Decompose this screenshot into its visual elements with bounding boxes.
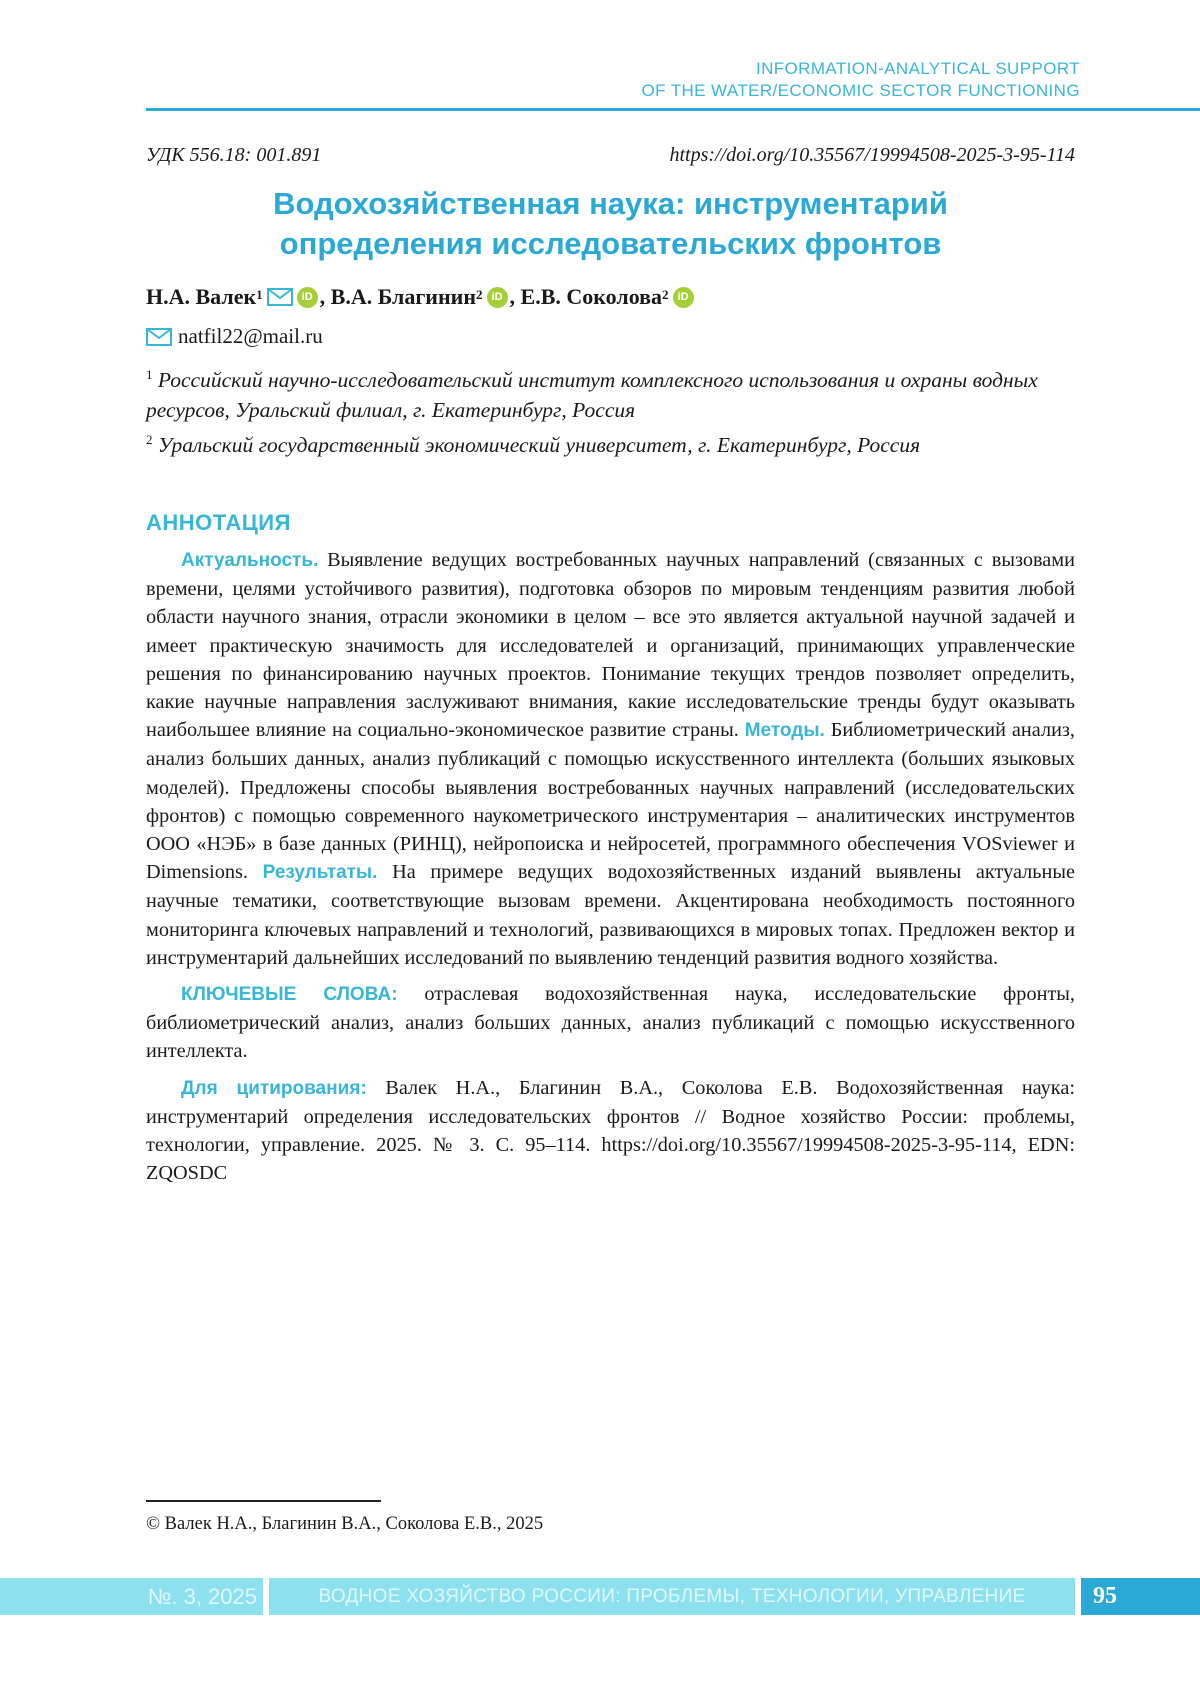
orcid-icon[interactable]: iD xyxy=(487,287,508,308)
footer-issue: №. 3, 2025 xyxy=(0,1578,263,1615)
mail-icon xyxy=(146,328,172,346)
keywords-label: КЛЮЧЕВЫЕ СЛОВА: xyxy=(181,984,398,1006)
doi-link[interactable]: https://doi.org/10.35567/19994508-2025-3-95-114 xyxy=(669,144,1075,166)
affiliation-sup: 1 xyxy=(146,367,153,382)
author-name-3: Е.В. Соколова xyxy=(520,284,663,309)
abstract-heading: АННОТАЦИЯ xyxy=(146,510,291,535)
keywords-text: отраслевая водохозяйственная наука, исследовательские фронты, библиометрический анализ, анализ больших данных, анализ публикаций с помощью искусственного интеллекта. xyxy=(146,983,1076,1063)
citation-paragraph xyxy=(146,1074,1075,1188)
running-head-line2: OF THE WATER/ECONOMIC SECTOR FUNCTIONING xyxy=(641,81,1080,100)
affiliation-sup: 2 xyxy=(146,432,153,448)
footer-journal-title: ВОДНОЕ ХОЗЯЙСТВО РОССИИ: ПРОБЛЕМЫ, ТЕХНОЛОГИИ, УПРАВЛЕНИЕ xyxy=(269,1578,1075,1615)
author-list xyxy=(146,284,696,310)
email-address[interactable]: natfil22@mail.ru xyxy=(178,324,323,348)
affiliation-text: Российский научно-исследовательский институт комплексного использования и охраны водных ресурсов, Уральский филиал, г. Екатеринбург, Россия xyxy=(146,368,1038,423)
affiliation-2 xyxy=(146,425,1075,460)
author-sup-1: 1 xyxy=(256,287,263,302)
author-sup-2: 2 xyxy=(476,287,483,302)
relevance-label: Актуальность. xyxy=(181,550,319,571)
page-footer xyxy=(0,1578,1200,1615)
citation-text: Валек Н.А., Благинин В.А., Соколова Е.В. Водохозяйственная наука: инструментарий определения исследовательских фронтов // Водное хозяйство России: проблемы, технологии, управление. 2025. № 3. С. 95–114. https://doi.org/10.35567/19994508-2025-3-95-114, EDN: ZQOSDC xyxy=(146,1076,1075,1185)
footnote-rule xyxy=(146,1500,381,1502)
results-text: На примере ведущих водохозяйственных изданий выявлены актуальные научные тематики, соответствующие вызовам времени. Акцентирована необходимость постоянного мониторинга ключевых направлений и технологий, развивающихся в мировых топах. Предложен вектор и инструментарий дальнейших исследований по выявлению тенденций развития водного хозяйства. xyxy=(146,861,1075,969)
page-number: 95 xyxy=(1081,1578,1200,1615)
contact-email xyxy=(146,324,323,349)
citation-label: Для цитирования: xyxy=(181,1077,367,1099)
abstract-paragraph xyxy=(146,546,1075,972)
title-line1: Водохозяйственная наука: инструментарий xyxy=(273,186,948,221)
author-sup-3: 2 xyxy=(662,287,669,302)
results-label: Результаты. xyxy=(262,862,378,884)
author-separator: , xyxy=(509,284,516,309)
running-head xyxy=(642,58,1081,102)
author-name-1: Н.А. Валек xyxy=(146,284,257,309)
abstract-body xyxy=(146,546,1075,1195)
running-head-line1: INFORMATION-ANALYTICAL SUPPORT xyxy=(755,59,1080,78)
header-rule xyxy=(146,108,1200,111)
udk-code: УДК 556.18: 001.891 xyxy=(146,144,322,166)
orcid-icon[interactable]: iD xyxy=(673,287,694,308)
title-line2: определения исследовательских фронтов xyxy=(279,226,942,261)
keywords-paragraph xyxy=(146,980,1075,1066)
copyright-notice: © Валек Н.А., Благинин В.А., Соколова Е.В., 2025 xyxy=(146,1514,544,1534)
article-title xyxy=(146,184,1075,264)
methods-text: Библиометрический анализ, анализ больших данных, анализ публикаций с помощью искусственного интеллекта (больших языковых моделей). Предложены способы выявления востребованных научных направлений (исследовательских фронтов) с помощью современного наукометрического инструментария – аналитических инструментов ООО «НЭБ» в базе данных (РИНЦ), нейропоиска и нейросетей, программного обеспечения VOSviewer и Dimensions. xyxy=(146,719,1076,884)
meta-row xyxy=(146,144,1075,167)
affiliation-text: Уральский государственный экономический университет, г. Екатеринбург, Россия xyxy=(157,433,921,458)
affiliations xyxy=(146,360,1075,460)
mail-icon[interactable] xyxy=(267,288,293,306)
orcid-icon[interactable]: iD xyxy=(297,287,318,308)
methods-label: Методы. xyxy=(744,720,825,742)
author-separator: , xyxy=(319,284,326,309)
author-name-2: В.А. Благинин xyxy=(330,284,477,309)
affiliation-1 xyxy=(146,360,1075,425)
relevance-text: Выявление ведущих востребованных научных направлений (связанных с вызовами времени, целями устойчивого развития), подготовка обзоров по мировым тенденциям развития любой области научного знания, отрасли экономики в целом – все это является актуальной научной задачей и имеет практическую значимость для исследователей и организаций, принимающих управленческие решения по финансированию научных проектов. Понимание текущих трендов позволяет определить, какие научные направления заслуживают внимания, какие исследовательские тренды будут оказывать наибольшее влияние на социально-экономическое развитие страны. xyxy=(146,549,1075,742)
